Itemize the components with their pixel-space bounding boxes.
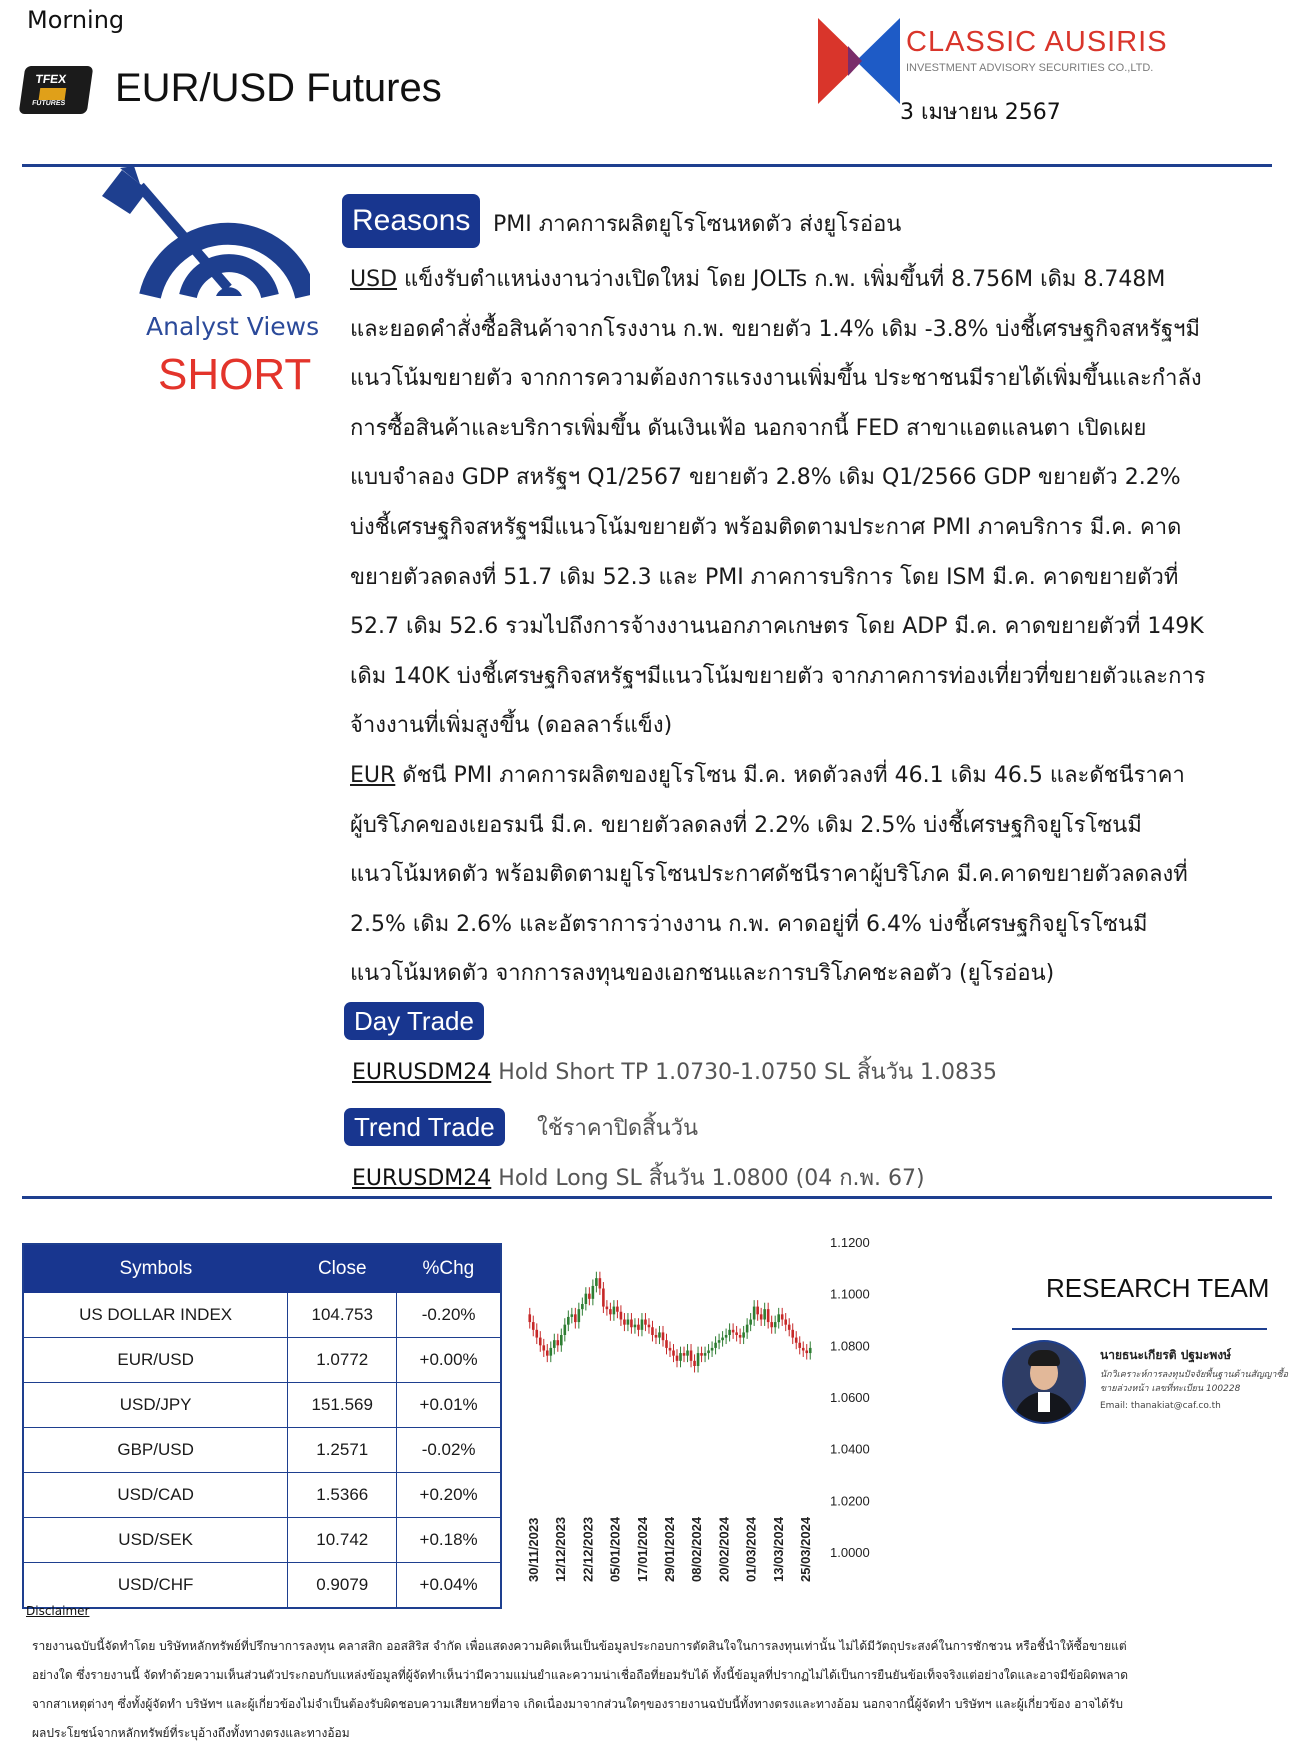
x-tick-label: 13/03/2024 bbox=[770, 1516, 786, 1582]
candle-body bbox=[574, 1314, 577, 1322]
col-symbols: Symbols bbox=[23, 1244, 288, 1293]
candle-body bbox=[546, 1351, 549, 1356]
symbol-cell: EUR/USD bbox=[23, 1338, 288, 1383]
candle-body bbox=[542, 1345, 545, 1350]
analyst-avatar bbox=[1002, 1340, 1086, 1424]
candle-body bbox=[560, 1335, 563, 1345]
candle-body bbox=[641, 1320, 644, 1330]
candle-body bbox=[802, 1348, 805, 1351]
col-chg: %Chg bbox=[397, 1244, 501, 1293]
disclaimer-line: จากสาเหตุต่างๆ ซึ่งทั้งผู้จัดทำ บริษัทฯ และผู้เกี่ยวข้องไม่จำเป็นต้องรับผิดชอบความเสียหายที่อาจ เกิดเนื่องมาจากส่วนใดๆของรายงานฉบับนี้ทั้งทางตรงและทางอ้อม นอกจากนี้ผู้จัดทำ บริษัทฯ และผู้เกี่ยวข้อง อาจได้รับ bbox=[32, 1697, 1124, 1711]
candle-body bbox=[809, 1348, 812, 1353]
eur-analysis bbox=[350, 751, 1275, 999]
analyst-views-label: Analyst Views bbox=[146, 312, 320, 341]
candle-body bbox=[679, 1353, 682, 1361]
usd-line: จ้างงานที่เพิ่มสูงขึ้น (ดอลลาร์แข็ง) bbox=[350, 713, 673, 739]
candle-body bbox=[665, 1340, 668, 1348]
table-row bbox=[23, 1473, 501, 1518]
chg-cell: -0.20% bbox=[397, 1293, 501, 1338]
table-row bbox=[23, 1518, 501, 1563]
candle-body bbox=[557, 1340, 560, 1345]
candle-body bbox=[686, 1351, 689, 1356]
disclaimer-line: รายงานฉบับนี้จัดทำโดย บริษัทหลักทรัพย์ที่ปรึกษาการลงทุน คลาสสิก ออสสิริส จำกัด เพื่อแสดงความคิดเห็นเป็นข้อมูลประกอบการตัดสินใจในการลงทุนเท่านั้น ไม่ได้มีวัตถุประสงค์ในการชักชวน หรือชี้นำให้ซื้อขายแต่ bbox=[32, 1639, 1127, 1653]
table-header-row bbox=[23, 1244, 501, 1293]
y-tick-label: 1.0600 bbox=[830, 1390, 870, 1405]
candle-body bbox=[585, 1294, 588, 1304]
candle-body bbox=[669, 1348, 672, 1351]
x-tick-label: 29/01/2024 bbox=[662, 1516, 677, 1582]
y-tick-label: 1.0800 bbox=[830, 1338, 870, 1354]
day-trade-badge: Day Trade bbox=[344, 1002, 484, 1040]
candle-body bbox=[564, 1325, 567, 1335]
eur-line: EUR ดัชนี PMI ภาคการผลิตของยูโรโซน มี.ค. หดตัวลงที่ 46.1 เดิม 46.5 และดัชนีราคา bbox=[350, 763, 1185, 788]
candle-body bbox=[728, 1330, 731, 1335]
x-tick-label: 20/02/2024 bbox=[716, 1516, 732, 1582]
eur-line: แนวโน้มหดตัว จากการลงทุนของเอกชนและการบริโภคชะลอตัว (ยูโรอ่อน) bbox=[350, 961, 1055, 987]
trend-trade-recommendation: EURUSDM24 Hold Long SL สิ้นวัน 1.0800 (04 ก.พ. 67) bbox=[352, 1166, 925, 1191]
usd-line: และยอดคำสั่งซื้อสินค้าจากโรงงาน ก.พ. ขยายตัว 1.4% เดิม -3.8% บ่งชี้เศรษฐกิจสหรัฐฯมี bbox=[350, 316, 1201, 342]
market-table bbox=[22, 1243, 502, 1609]
candle-body bbox=[697, 1353, 700, 1366]
close-cell: 1.5366 bbox=[288, 1473, 397, 1518]
report-edition: Morning bbox=[27, 6, 125, 34]
report-date: 3 เมษายน 2567 bbox=[900, 100, 1061, 125]
table-row bbox=[23, 1338, 501, 1383]
candle-body bbox=[770, 1322, 773, 1327]
candle-body bbox=[777, 1314, 780, 1322]
x-tick-label: 12/12/2023 bbox=[553, 1516, 569, 1582]
trend-trade-badge: Trend Trade bbox=[344, 1108, 505, 1146]
reasons-badge: Reasons bbox=[342, 194, 480, 248]
candle-body bbox=[704, 1353, 707, 1356]
candle-body bbox=[735, 1332, 738, 1335]
analyst-view-short: SHORT bbox=[158, 350, 312, 399]
tfex-logo-sub: FUTURES bbox=[31, 100, 66, 107]
disclaimer-line: ผลประโยชน์จากหลักทรัพย์ที่ระบุอ้างถึงทั้งทางตรงและทางอ้อม bbox=[32, 1726, 350, 1740]
candle-body bbox=[581, 1304, 584, 1309]
candle-body bbox=[588, 1294, 591, 1299]
classic-ausiris-logo-icon bbox=[818, 18, 900, 104]
chg-cell: +0.04% bbox=[397, 1563, 501, 1609]
candle-body bbox=[613, 1307, 616, 1315]
candle-body bbox=[690, 1351, 693, 1361]
usd-line: บ่งชี้เศรษฐกิจสหรัฐฯมีแนวโน้มขยายตัว พร้อมติดตามประกาศ PMI ภาคบริการ มี.ค. คาด bbox=[350, 514, 1182, 540]
candle-body bbox=[805, 1351, 808, 1354]
candle-body bbox=[763, 1309, 766, 1319]
x-tick-label: 17/01/2024 bbox=[634, 1516, 650, 1582]
candle-body bbox=[798, 1343, 801, 1348]
close-cell: 0.9079 bbox=[288, 1563, 397, 1609]
candle-body bbox=[553, 1340, 556, 1348]
candle-body bbox=[732, 1330, 735, 1333]
candle-body bbox=[711, 1348, 714, 1351]
candle-body bbox=[781, 1314, 784, 1319]
usd-line: แนวโน้มขยายตัว จากการความต้องการแรงงานเพิ่มขึ้น ประชาชนมีรายได้เพิ่มขึ้นและกำลัง bbox=[350, 366, 1202, 392]
candle-body bbox=[767, 1309, 770, 1322]
usd-line: 52.7 เดิม 52.6 รวมไปถึงการจ้างงานนอกภาคเกษตร โดย ADP มี.ค. คาดขยายตัวที่ 149K bbox=[350, 614, 1204, 640]
x-tick-label: 05/01/2024 bbox=[607, 1516, 623, 1582]
candle-body bbox=[655, 1335, 658, 1338]
usd-line: การซื้อสินค้าและบริการเพิ่มขึ้น ดันเงินเฟ้อ นอกจากนี้ FED สาขาแอตแลนตา เปิดเผย bbox=[350, 415, 1147, 441]
candle-body bbox=[620, 1312, 623, 1320]
candle-body bbox=[707, 1351, 710, 1354]
y-tick-label: 1.0000 bbox=[830, 1545, 870, 1560]
research-team-title: RESEARCH TEAM bbox=[1046, 1273, 1270, 1303]
candle-body bbox=[753, 1307, 756, 1320]
candle-body bbox=[637, 1325, 640, 1330]
candle-body bbox=[549, 1348, 552, 1356]
fx-badge-icon bbox=[39, 88, 67, 100]
candle-body bbox=[788, 1325, 791, 1330]
page-title: EUR/USD Futures bbox=[115, 66, 442, 110]
candle-body bbox=[725, 1335, 728, 1338]
candle-body bbox=[683, 1353, 686, 1356]
candle-body bbox=[718, 1340, 721, 1343]
candle-body bbox=[528, 1314, 531, 1322]
analyst-position: นักวิเคราะห์การลงทุนปัจจัยพื้นฐานด้านสัญญาซื้อขายล่วงหน้า เลขที่ทะเบียน 100228 bbox=[1100, 1370, 1288, 1394]
candle-body bbox=[571, 1314, 574, 1317]
candle-body bbox=[676, 1356, 679, 1361]
tfex-logo bbox=[19, 66, 94, 114]
broker-subtitle: INVESTMENT ADVISORY SECURITIES CO.,LTD. bbox=[906, 62, 1154, 74]
close-cell: 104.753 bbox=[288, 1293, 397, 1338]
candle-body bbox=[714, 1343, 717, 1348]
candle-body bbox=[662, 1332, 665, 1340]
disclaimer-line: อย่างใด ซึ่งรายงานนี้ จัดทำด้วยความเห็นส่วนตัวประกอบกับแหล่งข้อมูลที่ผู้จัดทำเห็นว่ามีความแม่นยำและความน่าเชื่อถือที่ยอมรับได้ ทั้งนี้ข้อมูลที่ปรากฏไม่ได้เป็นการยืนยันข้อเท็จจริงแต่อย่างใดและอาจมีข้อผิดพลาด bbox=[32, 1668, 1128, 1682]
y-tick-label: 1.0400 bbox=[830, 1441, 870, 1457]
candle-body bbox=[721, 1338, 724, 1341]
close-cell: 1.2571 bbox=[288, 1428, 397, 1473]
candle-body bbox=[760, 1314, 763, 1319]
candle-body bbox=[539, 1338, 542, 1346]
chg-cell: +0.01% bbox=[397, 1383, 501, 1428]
y-tick-label: 1.1200 bbox=[830, 1235, 870, 1250]
chg-cell: +0.20% bbox=[397, 1473, 501, 1518]
tfex-logo-text: TFEX bbox=[34, 72, 68, 86]
candle-body bbox=[749, 1320, 752, 1325]
table-row bbox=[23, 1428, 501, 1473]
candle-body bbox=[672, 1351, 675, 1356]
candle-body bbox=[700, 1353, 703, 1356]
section-divider bbox=[22, 1196, 1272, 1199]
candle-body bbox=[774, 1322, 777, 1327]
eur-line: แนวโน้มหดตัว พร้อมติดตามยูโรโซนประกาศดัชนีราคาผู้บริโภค มี.ค.คาดขยายตัวลดลงที่ bbox=[350, 862, 1188, 888]
candle-body bbox=[532, 1322, 535, 1330]
candle-body bbox=[791, 1330, 794, 1338]
candle-body bbox=[578, 1309, 581, 1322]
col-close: Close bbox=[288, 1244, 397, 1293]
candle-body bbox=[606, 1307, 609, 1310]
usd-line: USD แข็งรับตำแหน่งงานว่างเปิดใหม่ โดย JOLTs ก.พ. เพิ่มขึ้นที่ 8.756M เดิม 8.748M bbox=[350, 267, 1166, 292]
usd-code: USD bbox=[350, 267, 398, 292]
symbol-cell: USD/CHF bbox=[23, 1563, 288, 1609]
candle-body bbox=[616, 1307, 619, 1312]
candle-body bbox=[630, 1320, 633, 1328]
table-row bbox=[23, 1293, 501, 1338]
candle-body bbox=[609, 1309, 612, 1314]
day-trade-recommendation: EURUSDM24 Hold Short TP 1.0730-1.0750 SL สิ้นวัน 1.0835 bbox=[352, 1060, 998, 1085]
candle-body bbox=[746, 1325, 749, 1333]
eur-line: ผู้บริโภคของเยอรมนี มี.ค. ขยายตัวลดลงที่ 2.2% เดิม 2.5% บ่งชี้เศรษฐกิจยูโรโซนมี bbox=[350, 812, 1142, 838]
y-tick-label: 1.0200 bbox=[830, 1493, 870, 1509]
symbol-cell: USD/JPY bbox=[23, 1383, 288, 1428]
candle-body bbox=[634, 1325, 637, 1328]
usd-line: เดิม 140K บ่งชี้เศรษฐกิจสหรัฐฯมีแนวโน้มขยายตัว จากภาคการท่องเที่ยวที่ขยายตัวและการ bbox=[350, 663, 1206, 689]
analyst-email[interactable]: Email: thanakiat@caf.co.th bbox=[1100, 1401, 1221, 1411]
trend-trade-note: ใช้ราคาปิดสิ้นวัน bbox=[537, 1116, 699, 1141]
candle-body bbox=[658, 1332, 661, 1337]
usd-line: แบบจำลอง GDP สหรัฐฯ Q1/2567 ขยายตัว 2.8% เดิม Q1/2566 GDP ขยายตัว 2.2% bbox=[350, 465, 1181, 491]
research-divider bbox=[1012, 1328, 1267, 1330]
target-dart-icon bbox=[100, 166, 310, 306]
chg-cell: +0.18% bbox=[397, 1518, 501, 1563]
candle-body bbox=[784, 1320, 787, 1325]
symbol-cell: USD/SEK bbox=[23, 1518, 288, 1563]
x-tick-label: 08/02/2024 bbox=[689, 1516, 705, 1582]
broker-name: CLASSIC AUSIRIS bbox=[906, 26, 1168, 58]
chg-cell: +0.00% bbox=[397, 1338, 501, 1383]
candle-body bbox=[795, 1338, 798, 1343]
candle-body bbox=[592, 1286, 595, 1299]
x-tick-label: 01/03/2024 bbox=[743, 1516, 759, 1582]
day-trade-code: EURUSDM24 bbox=[352, 1060, 492, 1085]
candle-body bbox=[693, 1361, 696, 1366]
disclaimer-title: Disclaimer bbox=[26, 1604, 90, 1618]
reasons-headline: PMI ภาคการผลิตยูโรโซนหดตัว ส่งยูโรอ่อน bbox=[493, 212, 902, 237]
candle-body bbox=[595, 1278, 598, 1286]
symbol-cell: USD/CAD bbox=[23, 1473, 288, 1518]
candle-body bbox=[535, 1330, 538, 1338]
close-cell: 151.569 bbox=[288, 1383, 397, 1428]
trend-trade-code: EURUSDM24 bbox=[352, 1166, 492, 1191]
candle-body bbox=[648, 1325, 651, 1328]
candle-body bbox=[739, 1335, 742, 1338]
table-row bbox=[23, 1383, 501, 1428]
candle-body bbox=[627, 1320, 630, 1325]
y-tick-label: 1.1000 bbox=[830, 1286, 870, 1302]
candle-body bbox=[644, 1320, 647, 1325]
eur-code: EUR bbox=[350, 763, 396, 788]
x-tick-label: 30/11/2023 bbox=[526, 1517, 541, 1582]
table-row bbox=[23, 1563, 501, 1609]
candle-body bbox=[623, 1320, 626, 1325]
close-cell: 1.0772 bbox=[288, 1338, 397, 1383]
x-tick-label: 22/12/2023 bbox=[580, 1516, 596, 1582]
eurusd-candlestick-chart bbox=[520, 1232, 980, 1592]
symbol-cell: US DOLLAR INDEX bbox=[23, 1293, 288, 1338]
usd-line: ขยายตัวลดลงที่ 51.7 เดิม 52.3 และ PMI ภาคการบริการ โดย ISM มี.ค. คาดขยายตัวที่ bbox=[350, 564, 1179, 590]
candle-body bbox=[602, 1289, 605, 1307]
candle-body bbox=[651, 1327, 654, 1335]
eur-line: 2.5% เดิม 2.6% และอัตราการว่างงาน ก.พ. คาดอยู่ที่ 6.4% บ่งชี้เศรษฐกิจยูโรโซนมี bbox=[350, 911, 1148, 937]
chg-cell: -0.02% bbox=[397, 1428, 501, 1473]
usd-analysis bbox=[350, 255, 1275, 751]
candle-body bbox=[599, 1278, 602, 1288]
candle-body bbox=[742, 1332, 745, 1337]
symbol-cell: GBP/USD bbox=[23, 1428, 288, 1473]
analyst-name: นายธนะเกียรติ ปฐมะพงษ์ bbox=[1100, 1348, 1232, 1362]
close-cell: 10.742 bbox=[288, 1518, 397, 1563]
candle-body bbox=[756, 1307, 759, 1315]
disclaimer-text bbox=[32, 1632, 1272, 1748]
x-tick-label: 25/03/2024 bbox=[798, 1516, 813, 1582]
candle-body bbox=[567, 1317, 570, 1325]
